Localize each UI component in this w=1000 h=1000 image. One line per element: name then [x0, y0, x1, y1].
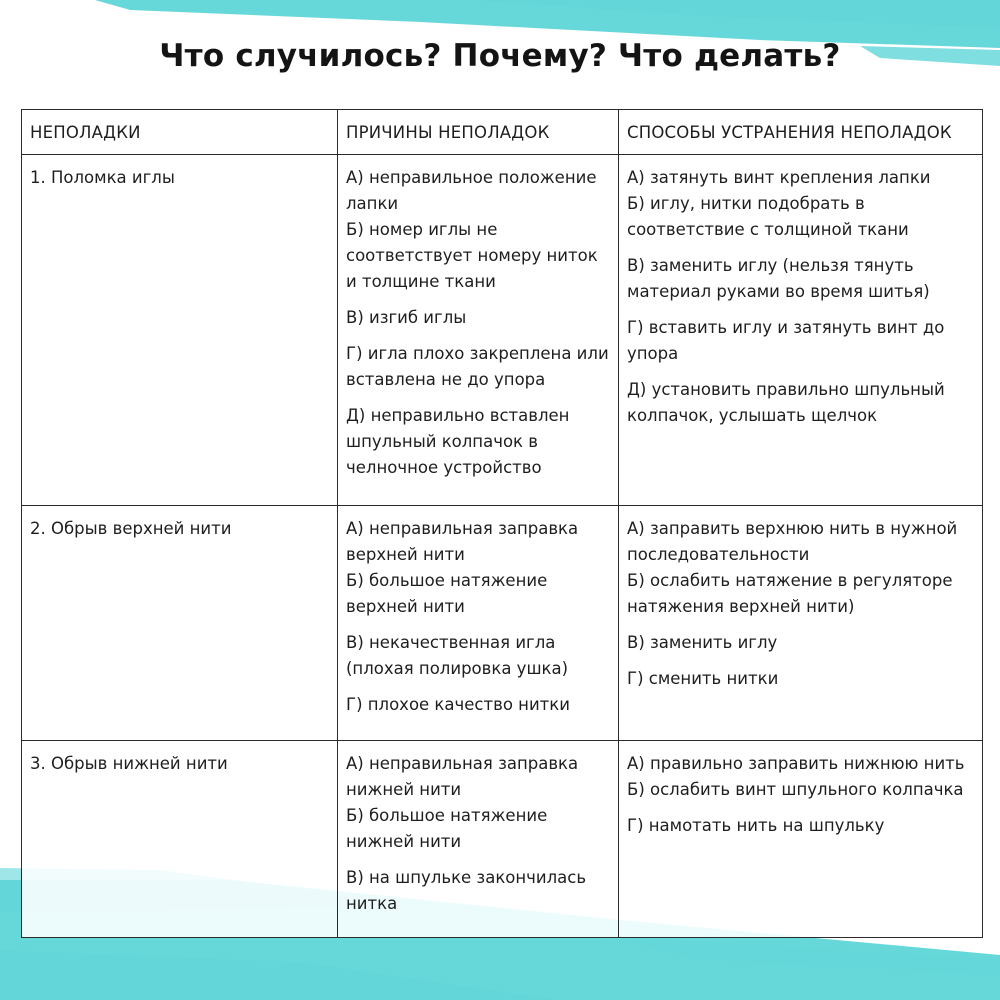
header-row [22, 110, 983, 155]
cause-item: В) на шпульке закончилась нитка [346, 868, 587, 913]
troubleshooting-table [21, 109, 983, 938]
solution-item: Г) сменить нитки [627, 669, 779, 688]
cause-item: Б) большое натяжение верхней нити [346, 571, 548, 616]
solution-item: Д) установить правильно шпульный колпачок, услышать щелчок [627, 380, 945, 425]
cause-item: В) изгиб иглы [346, 308, 467, 327]
problem-cell [22, 506, 338, 741]
table-row [22, 155, 983, 506]
solution-item: Г) намотать нить на шпульку [627, 816, 885, 835]
cause-item: А) неправильное положение лапки [346, 168, 597, 213]
causes-cell [338, 506, 619, 741]
header-problems: НЕПОЛАДКИ [22, 110, 338, 155]
causes-cell [338, 155, 619, 506]
causes-cell [338, 741, 619, 938]
cause-item: Д) неправильно вставлен шпульный колпачок в челночное устройство [346, 406, 570, 477]
solution-item: А) правильно заправить нижнюю нить [627, 754, 965, 773]
problem-cell [22, 155, 338, 506]
header-causes: ПРИЧИНЫ НЕПОЛАДОК [338, 110, 619, 155]
solution-item: Б) ослабить винт шпульного колпачка [627, 780, 964, 799]
solution-item: Б) ослабить натяжение в регуляторе натяжения верхней нити) [627, 571, 953, 616]
cause-item: Г) игла плохо закреплена или вставлена не до упора [346, 344, 609, 389]
cause-item: А) неправильная заправка нижней нити [346, 754, 579, 799]
cause-item: В) некачественная игла (плохая полировка ушка) [346, 633, 569, 678]
solution-item: Г) вставить иглу и затянуть винт до упора [627, 318, 945, 363]
header-solutions: СПОСОБЫ УСТРАНЕНИЯ НЕПОЛАДОК [619, 110, 983, 155]
page-title: Что случилось? Почему? Что делать? [159, 38, 841, 74]
problem-label: 3. Обрыв нижней нити [30, 754, 228, 773]
solution-item: В) заменить иглу (нельзя тянуть материал руками во время шитья) [627, 256, 930, 301]
solution-item: А) затянуть винт крепления лапки [627, 168, 931, 187]
solutions-cell [619, 155, 983, 506]
cause-item: Б) номер иглы не соответствует номеру ниток и толщине ткани [346, 220, 598, 291]
table-row [22, 741, 983, 938]
cause-item: Б) большое натяжение нижней нити [346, 806, 548, 851]
solutions-cell [619, 506, 983, 741]
problem-label: 1. Поломка иглы [30, 168, 175, 187]
cause-item: А) неправильная заправка верхней нити [346, 519, 579, 564]
problem-cell [22, 741, 338, 938]
problem-label: 2. Обрыв верхней нити [30, 519, 232, 538]
solution-item: В) заменить иглу [627, 633, 778, 652]
solution-item: А) заправить верхнюю нить в нужной последовательности [627, 519, 958, 564]
solution-item: Б) иглу, нитки подобрать в соответствие с толщиной ткани [627, 194, 909, 239]
cause-item: Г) плохое качество нитки [346, 695, 570, 714]
table-row [22, 506, 983, 741]
solutions-cell [619, 741, 983, 938]
